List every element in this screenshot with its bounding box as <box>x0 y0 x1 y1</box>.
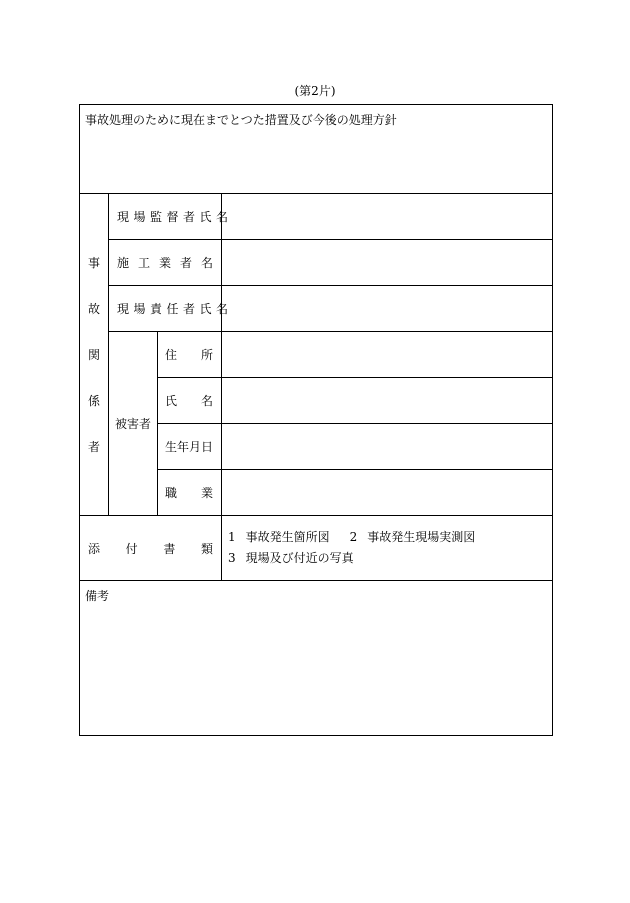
attachments-label <box>80 516 222 581</box>
attachments-label-char: 付 <box>125 541 138 556</box>
occupation-label-char: 職 <box>165 486 178 500</box>
remarks-section[interactable] <box>80 581 553 736</box>
contractor-label-char: 業 <box>158 256 171 270</box>
victim-name-field[interactable] <box>222 378 553 424</box>
group-label-char: 者 <box>87 439 100 454</box>
victim-birthdate-label: 生年月日 <box>158 424 222 470</box>
group-label-char: 係 <box>87 393 100 408</box>
name-label-char: 氏 <box>165 394 178 408</box>
contractor-label-char: 名 <box>200 256 213 270</box>
attachments-line-1 <box>228 527 552 548</box>
attachments-label-char: 書 <box>163 541 176 556</box>
address-label-char: 所 <box>200 348 213 362</box>
contractor-label-char: 者 <box>179 256 192 270</box>
sheet-label: (第2片) <box>294 84 336 98</box>
attachment-num: 3 <box>228 551 236 565</box>
contractor-field[interactable] <box>222 240 553 286</box>
site-manager-label: 現場責任者氏名 <box>109 286 222 332</box>
contractor-label <box>109 240 222 286</box>
attachment-text: 現場及び付近の写真 <box>245 551 354 565</box>
victim-occupation-label <box>158 470 222 516</box>
attachment-num: 1 <box>228 530 236 544</box>
policy-section[interactable] <box>80 105 553 194</box>
site-supervisor-label: 現場監督者氏名 <box>109 194 222 240</box>
victim-name-label <box>158 378 222 424</box>
victim-address-field[interactable] <box>222 332 553 378</box>
victim-birthdate-field[interactable] <box>222 424 553 470</box>
attachments-label-char: 類 <box>200 541 213 556</box>
contractor-label-char: 施 <box>117 256 130 270</box>
remarks-label: 備考 <box>85 589 110 603</box>
address-label-char: 住 <box>165 348 178 362</box>
site-manager-field[interactable] <box>222 286 553 332</box>
parties-group-label <box>80 194 109 516</box>
occupation-label-char: 業 <box>200 486 213 500</box>
victim-label: 被害者 <box>109 332 158 516</box>
group-label-char: 故 <box>87 301 100 316</box>
site-supervisor-field[interactable] <box>222 194 553 240</box>
attachments-line-2 <box>228 548 552 569</box>
policy-title: 事故処理のために現在までとつた措置及び今後の処理方針 <box>85 113 397 127</box>
attachment-num: 2 <box>349 530 358 544</box>
name-label-char: 名 <box>200 394 213 408</box>
contractor-label-char: 工 <box>137 256 150 270</box>
group-label-char: 事 <box>87 255 100 270</box>
group-label-char: 関 <box>87 347 100 362</box>
victim-address-label <box>158 332 222 378</box>
attachment-text: 事故発生現場実測図 <box>367 530 476 544</box>
victim-occupation-field[interactable] <box>222 470 553 516</box>
attachment-text: 事故発生箇所図 <box>245 530 330 544</box>
attachments-label-char: 添 <box>88 541 101 556</box>
accident-report-form <box>79 104 553 736</box>
attachments-list <box>222 516 553 581</box>
